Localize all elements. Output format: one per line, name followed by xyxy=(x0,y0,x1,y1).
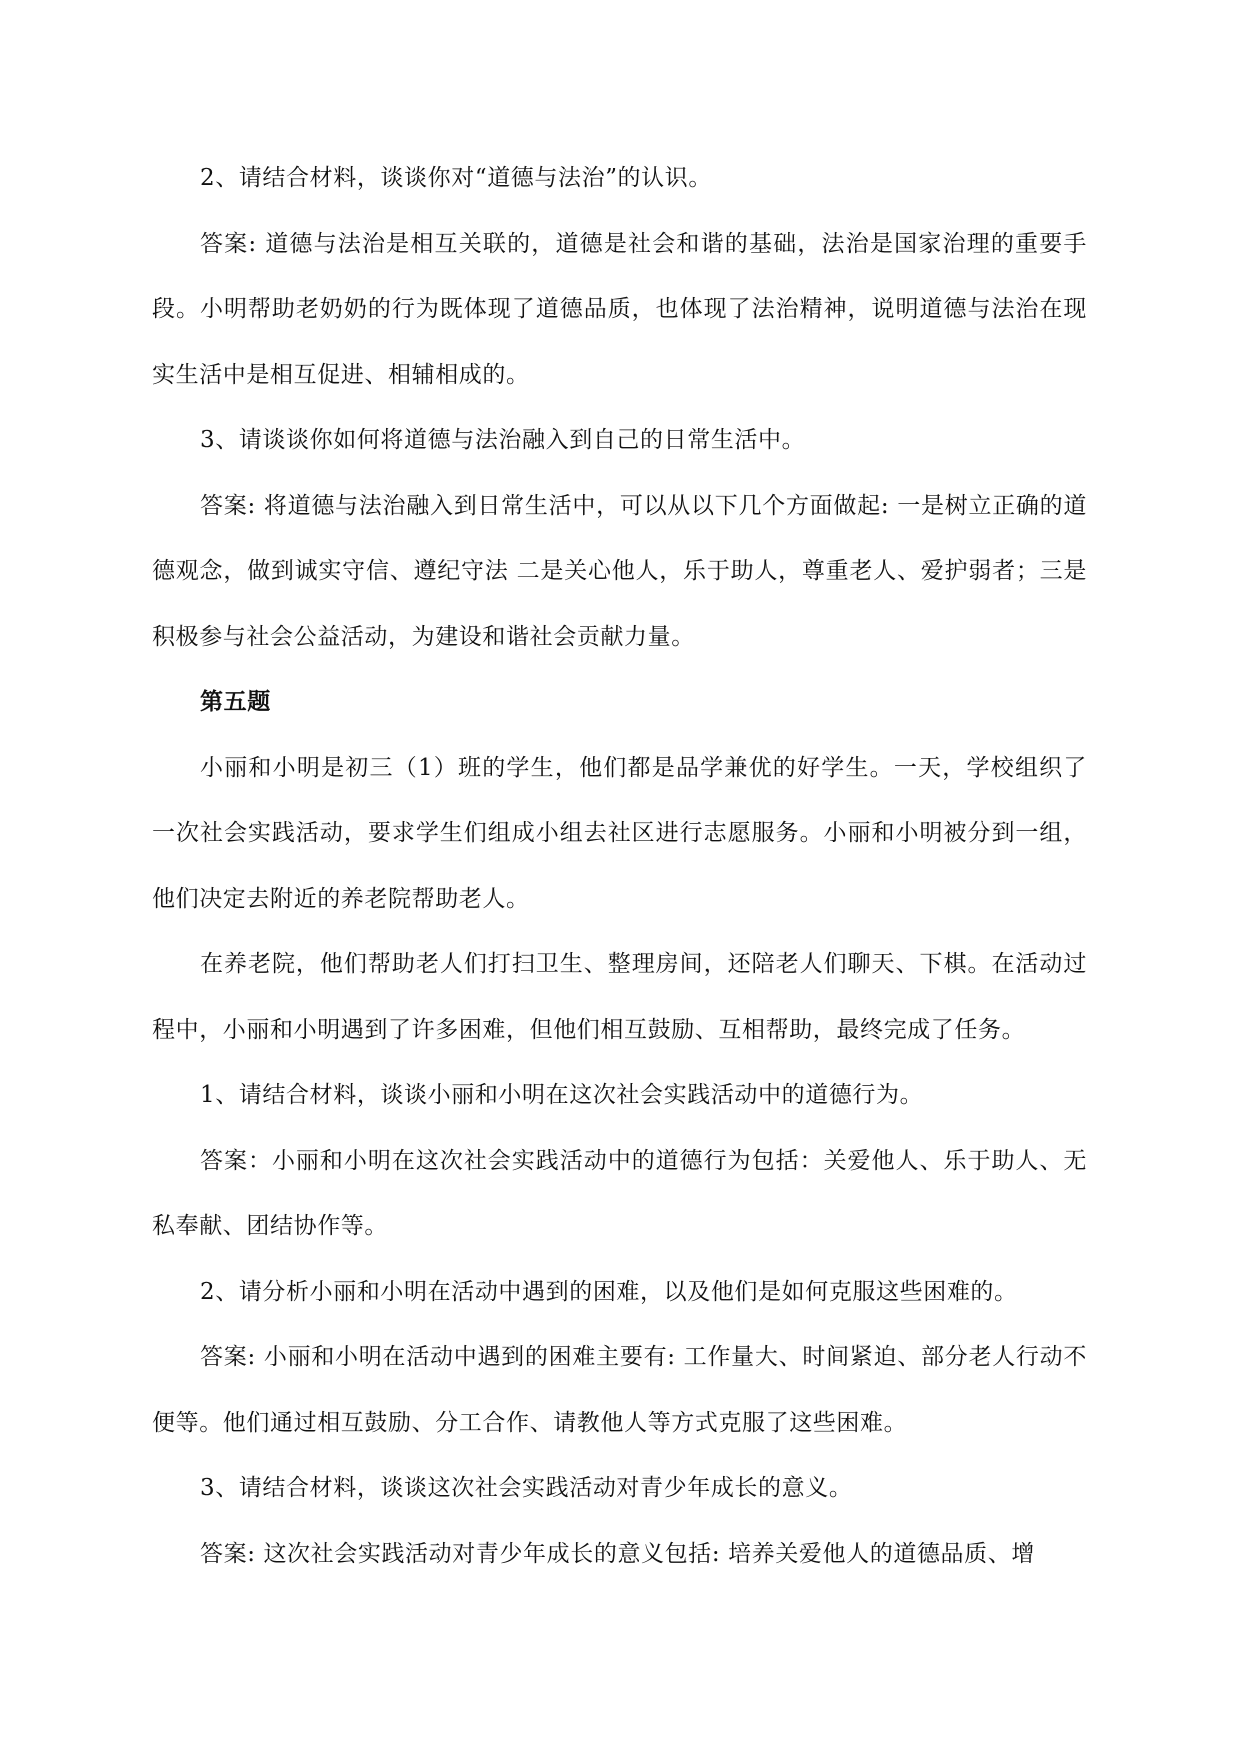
q5-question-2-answer: 答案: 小丽和小明在活动中遇到的困难主要有: 工作量大、时间紧迫、部分老人行动不便等。他们通过相互鼓励、分工合作、请教他人等方式克服了这些困难。 xyxy=(152,1344,1087,1436)
question-3-prompt: 3、请谈谈你如何将道德与法治融入到自己的日常生活中。 xyxy=(200,427,806,453)
question-3-answer: 答案: 将道德与法治融入到日常生活中，可以从以下几个方面做起: 一是树立正确的道德观念，做到诚实守信、遵纪守法 二是关心他人，乐于助人，尊重老人、爱护弱者；三是积极参与社会公益活动，为建设和谐社会贡献力量。 xyxy=(152,492,1087,650)
q5-question-1-prompt: 1、请结合材料，谈谈小丽和小明在这次社会实践活动中的道德行为。 xyxy=(200,1082,924,1108)
q5-question-3-prompt: 3、请结合材料，谈谈这次社会实践活动对青少年成长的意义。 xyxy=(200,1475,853,1501)
material-paragraph-1: 小丽和小明是初三（1）班的学生，他们都是品学兼优的好学生。一天，学校组织了一次社会实践活动，要求学生们组成小组去社区进行志愿服务。小丽和小明被分到一组，他们决定去附近的养老院帮助老人。 xyxy=(152,754,1087,912)
q5-question-1-answer: 答案：小丽和小明在这次社会实践活动中的道德行为包括：关爱他人、乐于助人、无私奉献、团结协作等。 xyxy=(152,1147,1087,1239)
question-2-answer: 答案: 道德与法治是相互关联的，道德是社会和谐的基础，法治是国家治理的重要手段。小明帮助老奶奶的行为既体现了道德品质，也体现了法治精神，说明道德与法治在现实生活中是相互促进、相辅相成的。 xyxy=(152,230,1087,388)
document-body xyxy=(152,146,1087,1587)
q5-question-2-prompt: 2、请分析小丽和小明在活动中遇到的困难，以及他们是如何克服这些困难的。 xyxy=(200,1278,1018,1305)
section-heading: 第五题 xyxy=(200,689,271,715)
material-paragraph-2: 在养老院，他们帮助老人们打扫卫生、整理房间，还陪老人们聊天、下棋。在活动过程中，小丽和小明遇到了许多困难，但他们相互鼓励、互相帮助，最终完成了任务。 xyxy=(152,951,1087,1043)
question-2-prompt: 2、请结合材料，谈谈你对“道德与法治”的认识。 xyxy=(200,165,712,191)
q5-question-3-answer: 答案: 这次社会实践活动对青少年成长的意义包括: 培养关爱他人的道德品质、增 xyxy=(200,1540,1035,1567)
